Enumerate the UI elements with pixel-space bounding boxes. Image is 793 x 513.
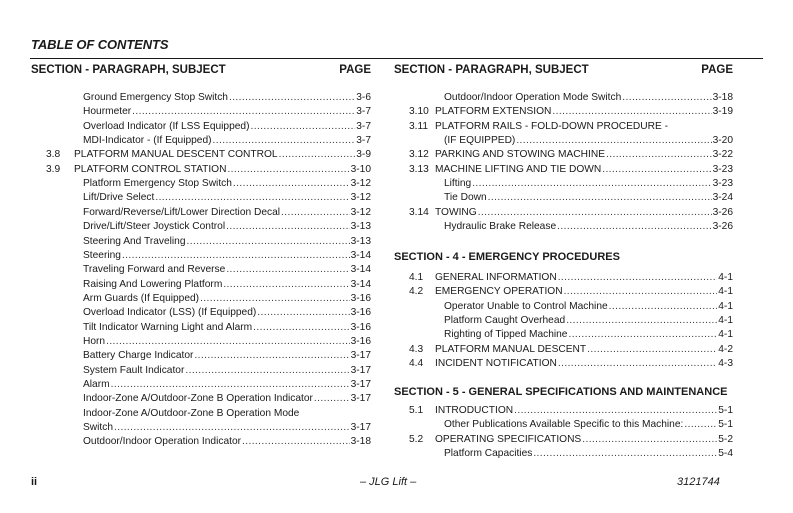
- toc-entry[interactable]: [31, 220, 371, 234]
- toc-entry-page: 3-13: [350, 221, 371, 233]
- toc-entry[interactable]: [394, 343, 733, 357]
- toc-entry[interactable]: [394, 148, 733, 162]
- toc-entry-page: 3-17: [350, 364, 371, 376]
- toc-entry-text: Operator Unable to Control Machine: [444, 300, 608, 312]
- dot-leader: [514, 404, 717, 418]
- toc-entry-page: 5-1: [718, 405, 733, 416]
- toc-entry-text: PLATFORM MANUAL DESCENT: [435, 343, 587, 355]
- toc-entry[interactable]: [394, 271, 733, 285]
- toc-entry-text: Hourmeter: [83, 106, 132, 118]
- dot-leader: [253, 321, 349, 335]
- toc-entry[interactable]: [394, 447, 733, 461]
- column-header-subject: SECTION - PARAGRAPH, SUBJECT: [31, 64, 226, 76]
- dot-leader: [622, 91, 711, 105]
- dot-leader: [226, 220, 350, 234]
- toc-entry-text: Switch: [83, 422, 114, 434]
- toc-entry-text: Outdoor/Indoor Operation Indicator: [83, 436, 242, 448]
- dot-leader: [155, 191, 349, 205]
- toc-entry-page: 3-16: [350, 335, 371, 347]
- toc-entry-page: 4-1: [718, 315, 733, 327]
- toc-entry-text: EMERGENCY OPERATION: [435, 286, 563, 298]
- toc-entry-text: Other Publications Available Specific to this Machine:: [444, 419, 684, 431]
- toc-entry-page: 3-18: [350, 436, 371, 448]
- toc-entry[interactable]: [394, 177, 733, 191]
- toc-entry[interactable]: [31, 263, 371, 277]
- toc-entry-number: 3.12: [409, 149, 429, 161]
- dot-leader: [122, 249, 350, 263]
- toc-entry-text: Drive/Lift/Steer Joystick Control: [83, 221, 226, 233]
- toc-entry-text: INTRODUCTION: [435, 405, 514, 416]
- toc-entry-page: 4-1: [718, 300, 733, 312]
- toc-entry[interactable]: [31, 191, 371, 205]
- toc-entry-number: 3.11: [409, 120, 429, 132]
- toc-entry-page: 3-16: [350, 292, 371, 304]
- footer-page-number: ii: [31, 476, 38, 488]
- column-header: [31, 64, 371, 80]
- toc-entry-page: 3-7: [356, 135, 371, 147]
- toc-entry-page: 3-6: [356, 92, 371, 103]
- toc-entry-text: Righting of Tipped Machine: [444, 329, 568, 341]
- dot-leader: [552, 105, 711, 119]
- toc-entry-text: Horn: [83, 335, 106, 347]
- toc-entry-page: 3-23: [712, 178, 733, 190]
- toc-entry-text: INCIDENT NOTIFICATION: [435, 358, 557, 370]
- toc-entry[interactable]: [394, 300, 733, 314]
- dot-leader: [587, 343, 717, 357]
- dot-leader: [602, 163, 711, 177]
- toc-entry-page: 4-3: [718, 358, 733, 370]
- toc-entry-number: 4.1: [409, 272, 424, 283]
- toc-entry[interactable]: [31, 364, 371, 378]
- toc-entry[interactable]: [31, 421, 371, 435]
- dot-leader: [564, 285, 718, 299]
- toc-entry-page: 3-7: [356, 120, 371, 132]
- toc-entry-text: PLATFORM MANUAL DESCENT CONTROL: [74, 149, 278, 161]
- toc-entry-page: 3-26: [712, 221, 733, 233]
- dot-leader: [200, 292, 350, 306]
- dot-leader: [194, 349, 349, 363]
- toc-entry-page: 5-1: [718, 419, 733, 431]
- dot-leader: [114, 421, 350, 435]
- dot-leader: [606, 148, 712, 162]
- toc-entry-text: MDI-Indicator - (If Equipped): [83, 135, 212, 147]
- toc-entry-page: 3-17: [350, 422, 371, 434]
- toc-entry-number: 5.2: [409, 433, 424, 445]
- toc-entry-text: Tilt Indicator Warning Light and Alarm: [83, 321, 253, 333]
- toc-entry-text: Hydraulic Brake Release: [444, 221, 557, 233]
- dot-leader: [566, 314, 717, 328]
- toc-entry-page: 3-26: [712, 206, 733, 218]
- toc-entry-page: 3-18: [712, 92, 733, 103]
- toc-entry[interactable]: [394, 357, 733, 371]
- toc-entry-page: 3-10: [350, 163, 371, 175]
- toc-entry[interactable]: [31, 378, 371, 392]
- toc-entry-page: 3-20: [712, 135, 733, 147]
- toc-entry-page: 5-2: [718, 433, 733, 445]
- toc-entry-text: Overload Indicator (LSS) (If Equipped): [83, 307, 257, 319]
- dot-leader: [314, 392, 350, 406]
- toc-entry-page: 3-17: [350, 350, 371, 362]
- dot-leader: [229, 91, 355, 105]
- dot-leader: [684, 418, 717, 432]
- dot-leader: [609, 300, 718, 314]
- toc-entry[interactable]: [31, 278, 371, 292]
- toc-entry[interactable]: [31, 335, 371, 349]
- toc-entry[interactable]: [31, 306, 371, 320]
- toc-entry-text: Steering And Traveling: [83, 235, 186, 247]
- section-heading: SECTION - 4 - EMERGENCY PROCEDURES: [394, 251, 620, 263]
- column-header-subject: SECTION - PARAGRAPH, SUBJECT: [394, 64, 589, 76]
- toc-entry-page: 5-4: [718, 448, 733, 460]
- toc-entry[interactable]: [31, 392, 371, 406]
- toc-entry-text: Outdoor/Indoor Operation Mode Switch: [444, 92, 622, 103]
- dot-leader: [223, 278, 349, 292]
- toc-entry-text: PLATFORM RAILS - FOLD-DOWN PROCEDURE -: [435, 120, 669, 132]
- toc-entry[interactable]: [394, 314, 733, 328]
- toc-entry-page: 3-14: [350, 249, 371, 261]
- toc-entry-text: PLATFORM EXTENSION: [435, 106, 552, 118]
- toc-entry-text: Tie Down: [444, 192, 487, 204]
- toc-entry-page: 3-17: [350, 379, 371, 390]
- toc-entry[interactable]: [394, 105, 733, 119]
- toc-entry-text: Platform Capacities: [444, 448, 533, 460]
- toc-entry-number: 3.14: [409, 206, 429, 218]
- toc-entry-text: Platform Caught Overhead: [444, 315, 566, 327]
- toc-entry[interactable]: [394, 206, 733, 220]
- toc-entry-text: Lifting: [444, 178, 472, 190]
- toc-entry-text: Forward/Reverse/Lift/Lower Direction Decal: [83, 206, 281, 218]
- header-rule: [30, 58, 763, 59]
- toc-entry-text: Overload Indicator (If LSS Equipped): [83, 120, 250, 132]
- section-heading: SECTION - 5 - GENERAL SPECIFICATIONS AND MAINTENANCE: [394, 386, 728, 398]
- toc-entry-text: Indoor-Zone A/Outdoor-Zone B Operation Mode: [83, 407, 300, 419]
- dot-leader: [185, 364, 349, 378]
- toc-entry[interactable]: [394, 404, 733, 418]
- toc-entry-number: 3.8: [46, 149, 61, 161]
- toc-entry-page: 3-17: [350, 393, 371, 405]
- toc-entry-page: 3-14: [350, 278, 371, 290]
- toc-entry-number: 3.9: [46, 163, 61, 175]
- toc-entry-page: 3-22: [712, 149, 733, 161]
- toc-column-right: [394, 64, 733, 460]
- toc-entry-number: 3.10: [409, 106, 429, 118]
- toc-entry-text: GENERAL INFORMATION: [435, 272, 557, 283]
- dot-leader: [233, 177, 350, 191]
- dot-leader: [472, 177, 711, 191]
- toc-entry[interactable]: [394, 418, 733, 432]
- dot-leader: [516, 134, 711, 148]
- toc-entry-page: 3-23: [712, 163, 733, 175]
- toc-entry-page: 3-12: [350, 206, 371, 218]
- dot-leader: [226, 263, 349, 277]
- toc-entry[interactable]: [31, 148, 371, 162]
- toc-entry-number: 5.1: [409, 405, 424, 416]
- toc-entry-text: Steering: [83, 249, 121, 261]
- toc-entry-page: 3-16: [350, 307, 371, 319]
- toc-entry-text: OPERATING SPECIFICATIONS: [435, 433, 582, 445]
- toc-entry-page: 3-9: [356, 149, 371, 161]
- toc-entry[interactable]: [394, 328, 733, 342]
- toc-entry-text: Battery Charge Indicator: [83, 350, 194, 362]
- dot-leader: [533, 447, 717, 461]
- toc-entry[interactable]: [31, 134, 371, 148]
- toc-entry[interactable]: [394, 220, 733, 234]
- toc-entry-page: 4-1: [718, 286, 733, 298]
- dot-leader: [558, 271, 718, 285]
- dot-leader: [242, 435, 350, 449]
- dot-leader: [227, 163, 349, 177]
- toc-entry-page: 4-1: [718, 329, 733, 341]
- toc-entry[interactable]: [394, 134, 733, 148]
- dot-leader: [111, 378, 350, 392]
- toc-entry-page: 3-16: [350, 321, 371, 333]
- toc-entry-text: PLATFORM CONTROL STATION: [74, 163, 227, 175]
- toc-entry-page: 4-1: [718, 272, 733, 283]
- dot-leader: [279, 148, 356, 162]
- toc-entry-text: Raising And Lowering Platform: [83, 278, 223, 290]
- dot-leader: [106, 335, 350, 349]
- dot-leader: [568, 328, 717, 342]
- toc-entry-number: 3.13: [409, 163, 429, 175]
- toc-entry-page: 3-14: [350, 264, 371, 276]
- toc-entry-text: Indoor-Zone A/Outdoor-Zone B Operation Indicator: [83, 393, 313, 405]
- toc-entry[interactable]: [31, 163, 371, 177]
- toc-entry[interactable]: [31, 105, 371, 119]
- column-header: [394, 64, 733, 80]
- toc-entry-text: Traveling Forward and Reverse: [83, 264, 226, 276]
- dot-leader: [213, 134, 356, 148]
- toc-entry-page: 3-7: [356, 106, 371, 118]
- toc-entry-number: 4.3: [409, 343, 424, 355]
- toc-entry[interactable]: [394, 285, 733, 299]
- page-title: TABLE OF CONTENTS: [31, 37, 169, 52]
- toc-entry-text: (IF EQUIPPED): [444, 135, 516, 147]
- dot-leader: [478, 206, 712, 220]
- toc-entry-text: Alarm: [83, 379, 110, 390]
- dot-leader: [251, 120, 356, 134]
- dot-leader: [558, 357, 717, 371]
- toc-entry[interactable]: [394, 433, 733, 447]
- toc-entry[interactable]: [31, 235, 371, 249]
- toc-entry-text: Arm Guards (If Equipped): [83, 292, 200, 304]
- toc-entry-page: 3-24: [712, 192, 733, 204]
- toc-entry[interactable]: [31, 349, 371, 363]
- dot-leader: [187, 235, 350, 249]
- toc-entry-page: 3-19: [712, 106, 733, 118]
- footer-title: – JLG Lift –: [360, 476, 417, 488]
- toc-entry-text: Lift/Drive Select: [83, 192, 155, 204]
- column-header-page: PAGE: [701, 64, 733, 76]
- toc-entry[interactable]: [31, 120, 371, 134]
- toc-entry[interactable]: [394, 191, 733, 205]
- footer-document-number: 3121744: [677, 476, 720, 488]
- toc-entry-page: 3-12: [350, 178, 371, 190]
- toc-entry-page: 3-12: [350, 192, 371, 204]
- dot-leader: [488, 191, 712, 205]
- toc-entry[interactable]: [31, 206, 371, 220]
- toc-entry-page: 3-13: [350, 235, 371, 247]
- dot-leader: [281, 206, 350, 220]
- dot-leader: [132, 105, 355, 119]
- toc-entry-text: Ground Emergency Stop Switch: [83, 92, 228, 103]
- toc-entry[interactable]: [31, 91, 371, 105]
- toc-entry-text: PARKING AND STOWING MACHINE: [435, 149, 605, 161]
- toc-entry[interactable]: [31, 177, 371, 191]
- toc-entry-number: 4.4: [409, 358, 424, 370]
- toc-entry-page: 4-2: [718, 343, 733, 355]
- toc-entry[interactable]: [394, 91, 733, 105]
- toc-entry-text: TOWING: [435, 206, 477, 218]
- dot-leader: [582, 433, 717, 447]
- toc-entry: [394, 120, 733, 134]
- dot-leader: [257, 306, 349, 320]
- toc-entry-text: MACHINE LIFTING AND TIE DOWN: [435, 163, 602, 175]
- toc-entry[interactable]: [31, 321, 371, 335]
- toc-entry-text: System Fault Indicator: [83, 364, 185, 376]
- toc-entry[interactable]: [31, 435, 371, 449]
- toc-column-left: [31, 64, 371, 448]
- toc-entry[interactable]: [31, 292, 371, 306]
- toc-entry-text: Platform Emergency Stop Switch: [83, 178, 232, 190]
- column-header-page: PAGE: [339, 64, 371, 76]
- dot-leader: [557, 220, 711, 234]
- toc-entry: [31, 407, 371, 421]
- toc-entry-number: 4.2: [409, 286, 424, 298]
- toc-entry[interactable]: [394, 163, 733, 177]
- toc-entry[interactable]: [31, 249, 371, 263]
